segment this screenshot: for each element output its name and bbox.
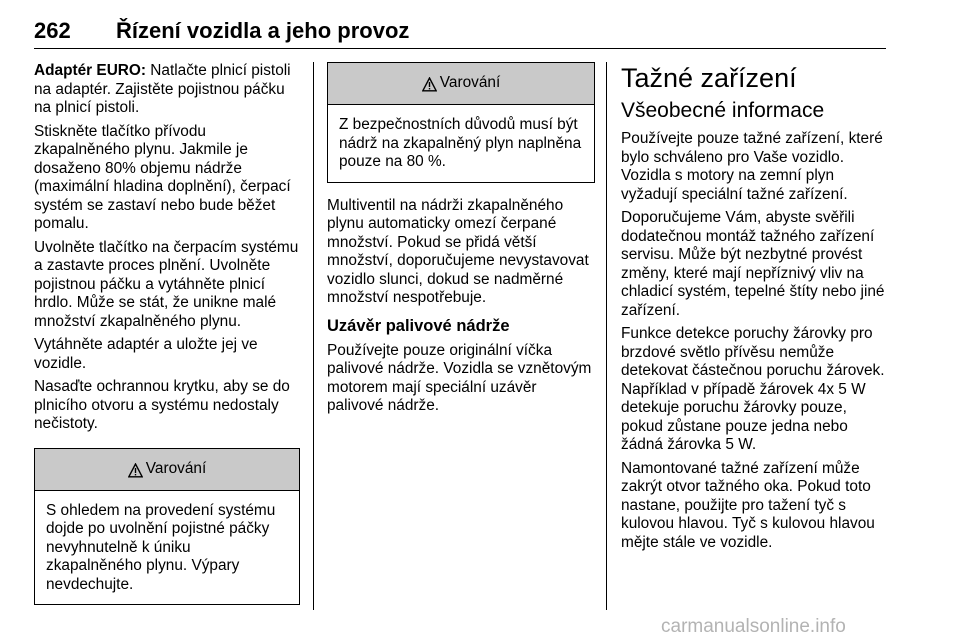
warning-header xyxy=(35,449,299,491)
paragraph: Stiskněte tlačítko přívodu zkapalněného plynu. Jakmile je dosaženo 80% objemu nádrže (maximální hladina doplnění), čerpací systém se zastaví nebo bude běžet pomalu. xyxy=(34,122,291,232)
column-right xyxy=(621,62,889,557)
paragraph-text: Natlačte plnicí pistoli na adaptér. Zajistěte pojistnou páčku na plnicí pistoli. xyxy=(34,62,291,116)
section-heading: Uzávěr palivové nádrže xyxy=(327,316,510,335)
watermark: carmanualsonline.info xyxy=(661,616,846,637)
term-label: Adaptér EURO: xyxy=(34,62,147,79)
warning-triangle-icon xyxy=(422,77,437,92)
warning-triangle-icon xyxy=(128,463,143,478)
page-title: Řízení vozidla a jeho provoz xyxy=(116,18,410,43)
paragraph xyxy=(34,62,300,118)
paragraph: Multiventil na nádrži zkapalněného plynu automaticky omezí čerpané množství. Pokud se přidá větší množství, doporučujeme nevystavovat vozidlo slunci, dokud se nadměrné množství nespotřebuje. xyxy=(327,196,589,306)
warning-title: Varování xyxy=(145,459,207,477)
column-left xyxy=(34,62,300,605)
paragraph: Funkce detekce poruchy žárovky pro brzdové světlo přívěsu nemůže detekovat částečnou poruchu žárovek. Například v případě žárovek 4x 5 W detekuje poruchu žárovky pouze, pokud zůstane pouze jedna nebo žádná žárovka 5 W. xyxy=(621,325,885,453)
column-divider xyxy=(313,62,314,610)
warning-header xyxy=(328,63,594,105)
page-header xyxy=(34,16,886,50)
paragraph: Nasaďte ochrannou krytku, aby se do plnicího otvoru a systému nedostaly nečistoty. xyxy=(34,378,290,432)
paragraph: Používejte pouze tažné zařízení, které bylo schváleno pro Vaše vozidlo. Vozidla s motory na zemní plyn vyžadují speciální tažné zařízení. xyxy=(621,130,883,203)
paragraph: Uvolněte tlačítko na čerpacím systému a zastavte proces plnění. Uvolněte pojistnou páčku a vytáhněte plnicí hrdlo. Může se stát, že unikne malé množství zkapalněného plynu. xyxy=(34,238,299,330)
warning-text: S ohledem na provedení systému dojde po uvolnění pojistné páčky nevyhnutelně k úniku zkapalněného plynu. Výpary nevdechujte. xyxy=(46,501,276,593)
paragraph: Používejte pouze originální víčka palivové nádrže. Vozidla se vznětovým motorem mají speciální uzávěr palivové nádrže. xyxy=(327,341,592,414)
header-divider xyxy=(34,48,886,49)
paragraph: Doporučujeme Vám, abyste svěřili dodatečnou montáž tažného zařízení servisu. Může být nezbytné provést změny, které mají nepříznivý vliv na chladicí systém, tepelné štíty nebo jiné zařízení. xyxy=(621,209,885,319)
column-divider xyxy=(606,62,607,610)
warning-text: Z bezpečnostních důvodů musí být nádrž na zkapalněný plyn naplněna pouze na 80 %. xyxy=(339,116,582,170)
page-number: 262 xyxy=(34,18,71,43)
chapter-heading: Tažné zařízení xyxy=(621,63,797,93)
paragraph: Namontované tažné zařízení může zakrýt otvor tažného oka. Pokud toto nastane, použijte pro tažení tyč s kulovou hlavou. Tyč s kulovou hlavou mějte stále ve vozidle. xyxy=(621,459,875,551)
paragraph: Vytáhněte adaptér a uložte jej ve vozidle. xyxy=(34,336,258,372)
warning-box xyxy=(327,62,595,183)
subsection-heading: Všeobecné informace xyxy=(621,99,825,122)
warning-box xyxy=(34,448,300,606)
warning-title: Varování xyxy=(439,74,501,92)
column-middle xyxy=(327,62,595,421)
